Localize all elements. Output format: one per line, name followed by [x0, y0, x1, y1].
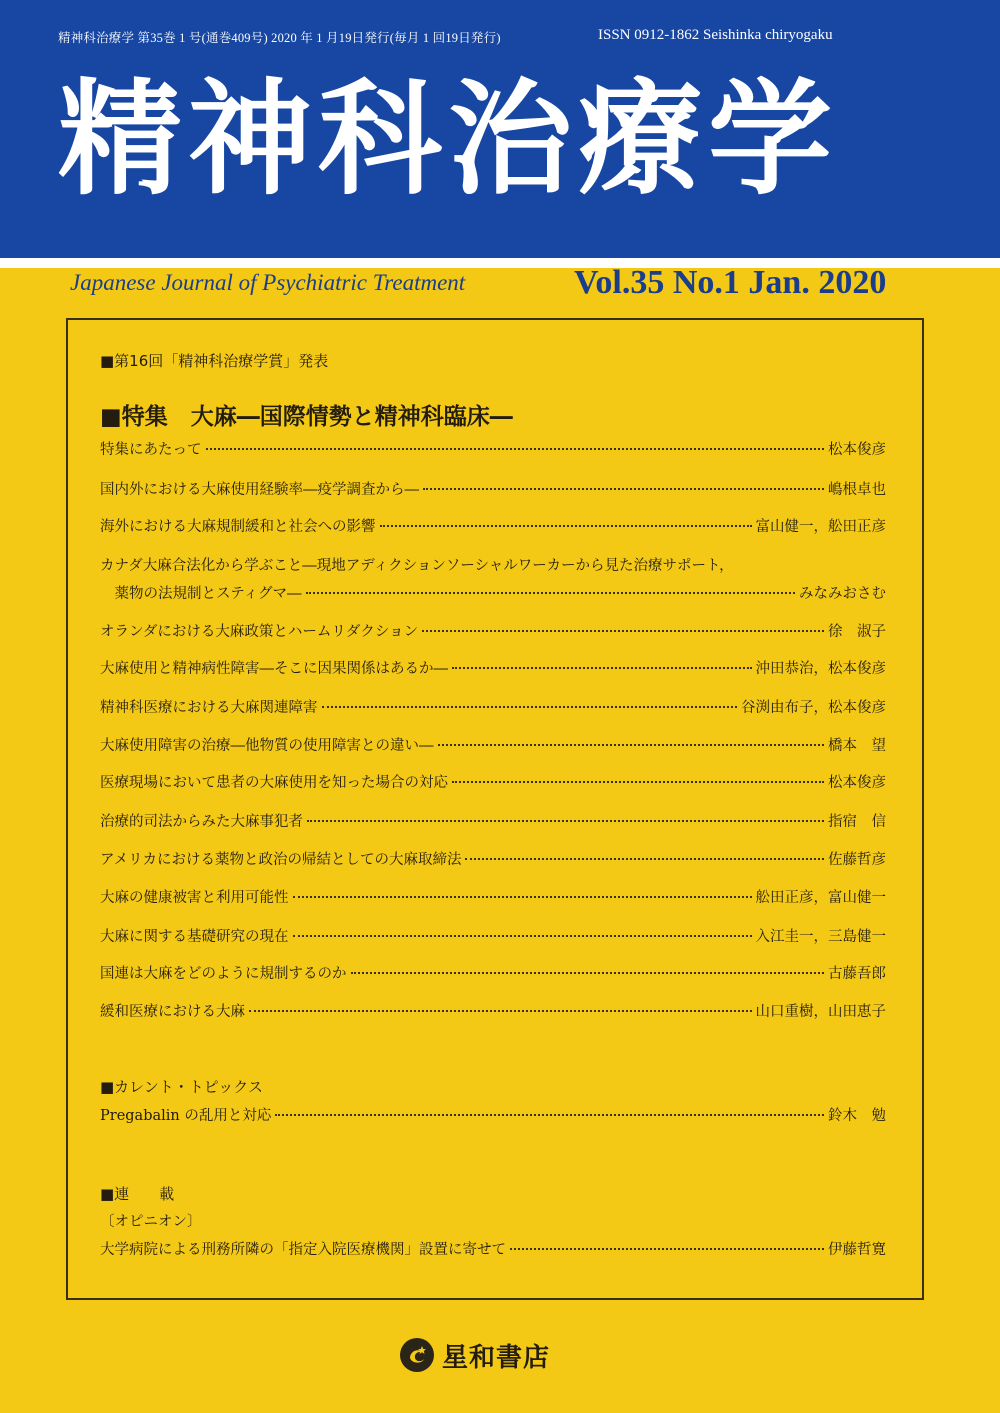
- entry-author: 松本俊彦: [828, 775, 886, 791]
- header-band: [0, 0, 1000, 258]
- series-category: 〔オピニオン〕: [100, 1214, 202, 1230]
- current-topics-heading: ■カレント・トピックス: [100, 1078, 264, 1096]
- leader-dots: [510, 1248, 824, 1250]
- entry-author: 松本俊彦: [828, 442, 886, 458]
- toc-entry[interactable]: [100, 515, 886, 536]
- entry-title: 国連は大麻をどのように規制するのか: [100, 966, 347, 982]
- toc-entry[interactable]: [100, 620, 886, 641]
- leader-dots: [423, 488, 824, 490]
- entry-title: 大麻使用と精神病性障害―そこに因果関係はあるか―: [100, 661, 448, 677]
- leader-dots: [465, 858, 824, 860]
- journal-subtitle: Japanese Journal of Psychiatric Treatment: [70, 270, 466, 295]
- publisher-logo-icon: [400, 1338, 434, 1372]
- issue-info: 精神科治療学 第35巻 1 号(通巻409号) 2020 年 1 月19日発行(毎月 1 回19日発行): [58, 31, 501, 45]
- leader-dots: [422, 630, 824, 632]
- entry-title: Pregabalin の乱用と対応: [100, 1108, 272, 1124]
- entry-author: 伊藤哲寛: [828, 1242, 886, 1258]
- leader-dots: [380, 525, 752, 527]
- entry-title: 大麻の健康被害と利用可能性: [100, 890, 289, 906]
- entry-title: 特集にあたって: [100, 442, 202, 458]
- contents-frame: [66, 318, 924, 1300]
- entry-author: 徐 淑子: [828, 624, 886, 640]
- entry-author: みなみおさむ: [799, 586, 886, 602]
- toc-entry[interactable]: [100, 1238, 886, 1259]
- toc-entry[interactable]: [100, 582, 886, 603]
- toc-entry[interactable]: [100, 810, 886, 831]
- award-announcement: ■第16回「精神科治療学賞」発表: [100, 352, 329, 370]
- entry-author: 入江圭一，三島健一: [755, 929, 886, 945]
- entry-author: 古藤吾郎: [828, 966, 886, 982]
- toc-entry[interactable]: [100, 696, 886, 717]
- entry-author: 鈴木 勉: [828, 1108, 886, 1124]
- toc-entry[interactable]: [100, 657, 886, 678]
- entry-title: 精神科医療における大麻関連障害: [100, 700, 318, 716]
- entry-author: 指宿 信: [828, 814, 886, 830]
- entry-author: 橋本 望: [828, 738, 886, 754]
- leader-dots: [293, 896, 752, 898]
- entry-title: 大麻使用障害の治療―他物質の使用障害との違い―: [100, 738, 434, 754]
- toc-entry[interactable]: [100, 925, 886, 946]
- entry-author: 佐藤哲彦: [828, 852, 886, 868]
- entry-title: アメリカにおける薬物と政治の帰結としての大麻取締法: [100, 852, 462, 868]
- volume-info: Vol.35 No.1 Jan. 2020: [574, 264, 887, 301]
- series-heading: ■連 載: [100, 1185, 175, 1203]
- entry-author: 谷渕由布子，松本俊彦: [741, 700, 886, 716]
- toc-entry[interactable]: [100, 1104, 886, 1125]
- leader-dots: [438, 744, 825, 746]
- toc-entry[interactable]: [100, 438, 886, 459]
- toc-entry[interactable]: [100, 886, 886, 907]
- publisher-name: 星和書店: [442, 1342, 551, 1373]
- entry-title: 薬物の法規制とスティグマ―: [100, 586, 302, 602]
- entry-author: 山口重樹，山田恵子: [755, 1004, 886, 1020]
- issn-info: ISSN 0912-1862 Seishinka chiryogaku: [598, 27, 833, 43]
- journal-title: 精神科治療学: [58, 68, 839, 212]
- entry-author: 嶋根卓也: [828, 482, 886, 498]
- entry-title: オランダにおける大麻政策とハームリダクション: [100, 624, 419, 640]
- toc-entry[interactable]: [100, 771, 886, 792]
- toc-entry-line1[interactable]: カナダ大麻合法化から学ぶこと―現地アディクションソーシャルワーカーから見た治療サポート，: [100, 558, 734, 574]
- entry-title: 緩和医療における大麻: [100, 1004, 245, 1020]
- entry-title: 大麻に関する基礎研究の現在: [100, 929, 289, 945]
- entry-title: 大学病院による刑務所隣の「指定入院医療機関」設置に寄せて: [100, 1242, 506, 1258]
- leader-dots: [307, 820, 824, 822]
- toc-entry[interactable]: [100, 478, 886, 499]
- leader-dots: [452, 781, 824, 783]
- leader-dots: [306, 592, 795, 594]
- entry-title: 治療的司法からみた大麻事犯者: [100, 814, 303, 830]
- feature-heading: ■特集 大麻―国際情勢と精神科臨床―: [100, 404, 513, 430]
- leader-dots: [249, 1010, 752, 1012]
- toc-entry[interactable]: [100, 1000, 886, 1021]
- entry-title: 医療現場において患者の大麻使用を知った場合の対応: [100, 775, 448, 791]
- publisher: [400, 1335, 550, 1375]
- toc-entry[interactable]: [100, 734, 886, 755]
- entry-author: 沖田恭治，松本俊彦: [755, 661, 886, 677]
- leader-dots: [322, 706, 738, 708]
- leader-dots: [452, 667, 752, 669]
- entry-author: 舩田正彦，富山健一: [755, 890, 886, 906]
- leader-dots: [351, 972, 825, 974]
- entry-author: 富山健一，舩田正彦: [755, 519, 886, 535]
- leader-dots: [275, 1114, 824, 1116]
- entry-title: 国内外における大麻使用経験率―疫学調査から―: [100, 482, 419, 498]
- toc-entry[interactable]: [100, 962, 886, 983]
- leader-dots: [293, 935, 752, 937]
- toc-entry[interactable]: [100, 848, 886, 869]
- entry-title: 海外における大麻規制緩和と社会への影響: [100, 519, 376, 535]
- leader-dots: [206, 448, 825, 450]
